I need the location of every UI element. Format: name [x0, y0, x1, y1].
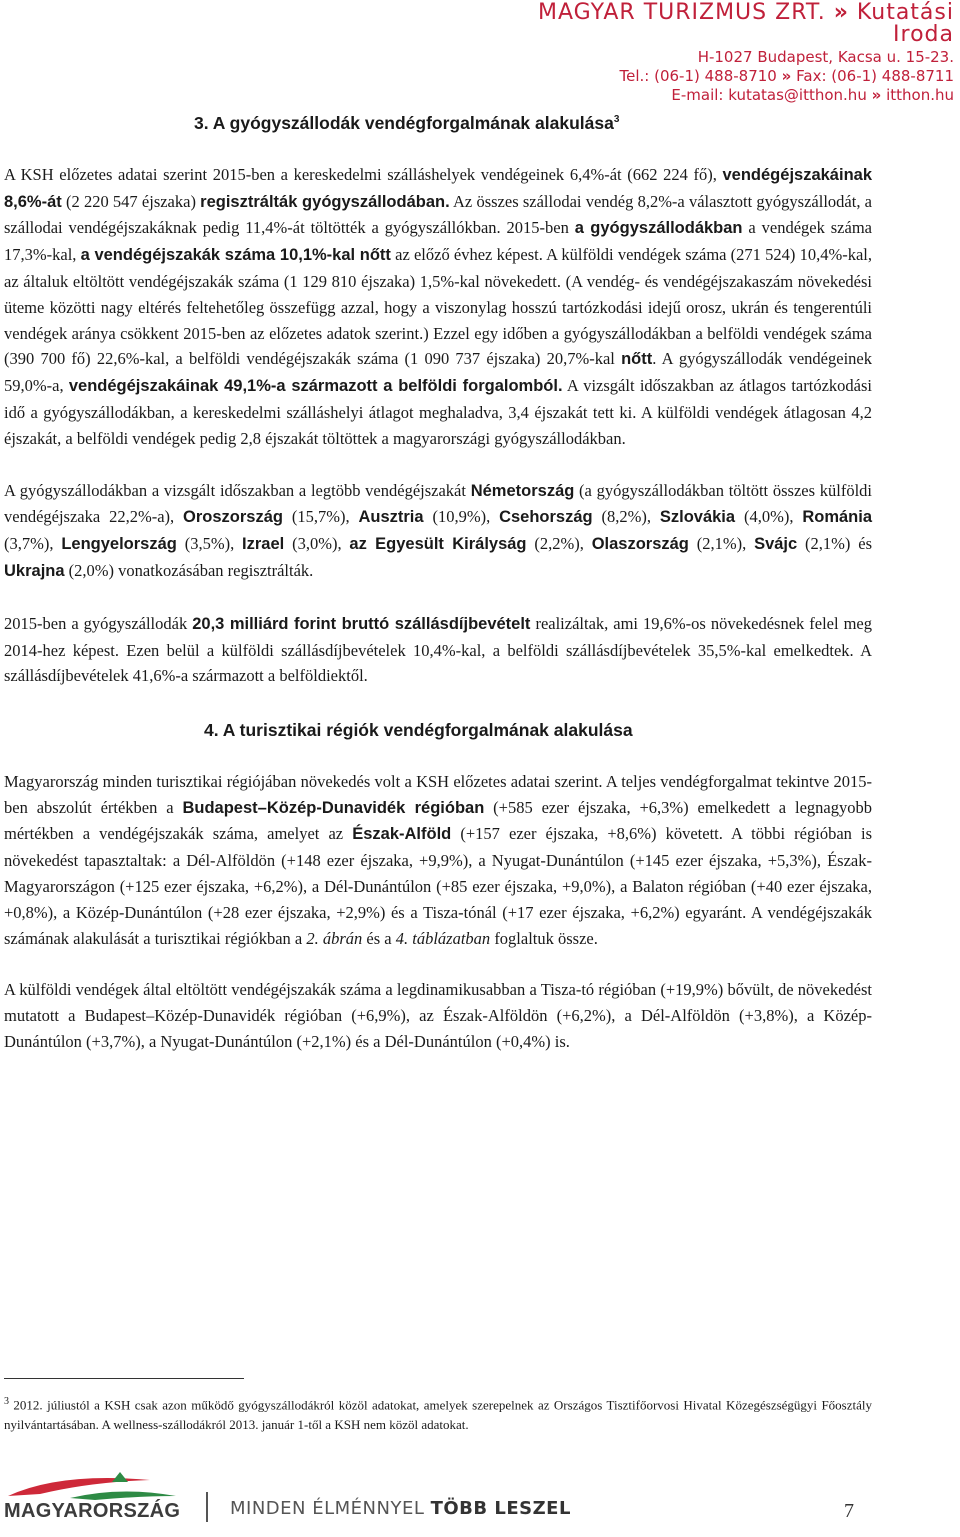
website-link[interactable]: itthon.hu: [886, 86, 954, 104]
slogan: [230, 1498, 571, 1519]
section-4-paragraph-1: Magyarország minden turisztikai régiójában növekedés volt a KSH előzetes adatai szerint. A teljes vendégforgalmat tekintve 2015-ben abszolút értékben a Budapest–Közép-Dunavidék régióban (+585 ezer éjszaka, +6,3%) emelkedett a legnagyobb mértékben a vendégéjszakák száma, amelyet az Észak-Alföld (+157 ezer éjszaka, +8,6%) követett. A többi régióban is növekedést tapasztaltak: a Dél-Alföldön (+148 ezer éjszaka, +9,9%), a Nyugat-Dunántúlon (+145 ezer éjszaka, +5,3%), Észak-Magyarországon (+125 ezer éjszaka, +6,2%), a Dél-Dunántúlon (+85 ezer éjszaka, +9,0%), a Balaton régióban (+40 ezer éjszaka, +0,8%), a Közép-Dunántúlon (+28 ezer éjszaka, +2,9%) és a Tisza-tónál (+17 ezer éjszaka, +6,2%) egyaránt. A vendégéjszakák számának alakulását a turisztikai régiókban a 2. ábrán és a 4. táblázatban foglaltuk össze.: [4, 771, 873, 948]
slogan-bold: TÖBB LESZEL: [430, 1498, 571, 1519]
letterhead: [494, 2, 954, 103]
fax: Fax: (06-1) 488-8711: [796, 67, 954, 85]
table-reference[interactable]: 4. táblázatban: [395, 928, 491, 948]
footnote-number: 3: [4, 1396, 9, 1407]
footnote: [4, 1392, 872, 1435]
address-line: H-1027 Budapest, Kacsa u. 15-23.: [697, 48, 954, 66]
slogan-regular: MINDEN ÉLMÉNNYEL: [230, 1498, 425, 1519]
figure-reference[interactable]: 2. ábrán: [306, 928, 363, 948]
letterhead-org-line: [494, 2, 954, 46]
separator: »: [833, 0, 849, 25]
page-footer: [0, 1466, 960, 1537]
section-3-title: [194, 112, 872, 135]
section-3-title-text: 3. A gyógyszállodák vendégforgalmának alakulása: [194, 113, 614, 133]
section-3-paragraph-1: A KSH előzetes adatai szerint 2015-ben a kereskedelmi szálláshelyek vendégeinek 6,4%-át (662 224 fő), vendégéjszakáinak 8,6%-át (2 220 547 éjszaka) regisztrálták gyógyszállodában. Az összes szállodai vendég 8,2%-a választott gyógyszállodát, a szállodai vendégéjszakáknak pedig 11,4%-át töltötték a gyógyszállókban. 2015-ben a gyógyszállodákban a vendégek száma 17,3%-kal, a vendégéjszakák száma 10,1%-kal nőtt az előző évhez képest. A külföldi vendégek száma (271 524) 10,4%-kal, az általuk eltöltött vendégéjszakák száma (1 129 810 éjszaka) 1,5%-kal növekedett. (A vendég- és vendégéjszakaszám növekedési üteme közötti nagy eltérés feltehetőleg összefügg azzal, hogy a viszonylag hosszú tartózkodási idejű orosz, ukrán és tengerentúli vendégek aránya csökkent 2015-ben az előzetes adatok szerint.) Ezzel egy időben a gyógyszállodákban a belföldi vendégek száma (390 700 fő) 22,6%-kal, a belföldi vendégéjszakák száma (1 090 737 éjszaka) 20,7%-kal nőtt. A gyógyszállodák vendégeinek 59,0%-a, vendégéjszakáinak 49,1%-a származott a belföldi forgalomból. A vizsgált időszakban az átlagos tartózkodási idő a gyógyszállodákban, a kereskedelmi szálláshelyi átlagot meghaladva, 3,4 éjszakát tett ki. A külföldi vendégek átlagosan 4,2 éjszakát, a belföldi vendégek pedig 2,8 éjszakát töltöttek a magyarországi gyógyszállodákban.: [4, 164, 872, 448]
phone-line: [494, 69, 954, 84]
section-3-paragraph-3: 2015-ben a gyógyszállodák 20,3 milliárd forint bruttó szállásdíjbevételt realizáltak, ami 19,6%-os növekedésnek felel meg 2014-hez képest. Ezen belül a külföldi szállásdíjbevételek 10,4%-kal, a belföldi szállásdíjbevételek 35,5%-kal emelkedtek. A szállásdíjbevételek 41,6%-a származott a belföldiektől.: [4, 613, 873, 686]
unit-name: Kutatási Iroda: [856, 0, 954, 47]
phone: Tel.: (06-1) 488-8710: [619, 67, 777, 85]
footnote-ref[interactable]: 3: [613, 114, 620, 126]
email-line: [494, 88, 954, 103]
footnote-text: 2012. júliustól a KSH csak azon működő gyógyszállodákról közöl adatokat, amelyek szerepelnek az Országos Tisztifőorvosi Hivatal Közegészségügyi Főosztály nyilvántartásában. A wellness-szállodákról 2013. január 1-től a KSH nem közöl adatokat.: [4, 1397, 872, 1433]
page-number: 7: [844, 1500, 854, 1522]
section-4-paragraph-2: A külföldi vendégek által eltöltött vendégéjszakák száma a legdinamikusabban a Tisza-tó régióban (+19,9%) bővült, de növekedést mutatott a Budapest–Közép-Dunavidék régióban (+6,9%), az Észak-Alföldön (+6,2%), a Dél-Alföldön (+3,8%), a Közép-Dunántúlon (+3,7%), a Nyugat-Dunántúlon (+2,1%) és a Dél-Dunántúlon (+0,4%) is.: [4, 980, 872, 1052]
document-body: [4, 112, 872, 1055]
logo-accent: [112, 1472, 128, 1482]
footnote-divider: [4, 1378, 244, 1379]
section-4-title: 4. A turisztikai régiók vendégforgalmának alakulása: [204, 720, 633, 741]
separator: »: [871, 86, 882, 104]
logo-green-swoosh: [70, 1491, 176, 1500]
magyarorszag-logo-text: MAGYARORSZÁG: [4, 1500, 181, 1522]
section-3-paragraph-2: A gyógyszállodákban a vizsgált időszakban a legtöbb vendégéjszakát Németország (a gyógyszállodákban töltött összes külföldi vendégéjszaka 22,2%-a), Oroszország (15,7%), Ausztria (10,9%), Csehország (8,2%), Szlovákia (4,0%), Románia (3,7%), Lengyelország (3,5%), Izrael (3,0%), az Egyesült Királyság (2,2%), Olaszország (2,1%), Svájc (2,1%) és Ukrajna (2,0%) vonatkozásában regisztrálták.: [4, 480, 873, 580]
org-name: MAGYAR TURIZMUS ZRT.: [538, 0, 826, 25]
email-link[interactable]: E-mail: kutatas@itthon.hu: [671, 86, 867, 104]
footer-divider: [206, 1492, 208, 1522]
separator: »: [781, 67, 792, 85]
